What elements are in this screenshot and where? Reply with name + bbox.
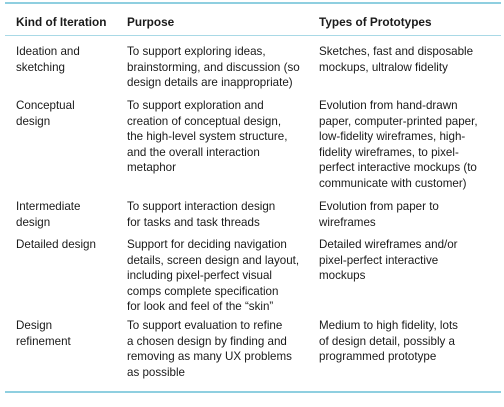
row-intermediate-purpose: To support interaction design for tasks and task threads [127,200,276,229]
row-conceptual-purpose: To support exploration and creation of conceptual design, the high-level system structure, and the overall interaction metaphor [127,99,288,174]
row-intermediate-kind: Intermediate design [16,200,81,229]
row-refinement-purpose: To support evaluation to refine a chosen design by finding and removing as many UX problems as possible [127,319,292,379]
row-conceptual-types: Evolution from hand-drawn paper, computer-printed paper, low-fidelity wireframes, high- fidelity wireframes, to pixel- perfect interactive mockups (to communicate with customer) [319,99,478,190]
table-bottom-rule [5,391,501,393]
table-top-rule [5,2,501,4]
row-ideation-types: Sketches, fast and disposable mockups, ultralow fidelity [319,45,474,74]
row-detailed-kind: Detailed design [16,238,96,251]
row-detailed-purpose: Support for deciding navigation details, screen design and layout, including pixel-perfect visual comps complete specification for look and feel of the “skin” [127,238,300,313]
row-ideation-purpose: To support exploring ideas, brainstorming, and discussion (so design details are inappropriate) [127,45,300,89]
row-refinement-kind: Design refinement [16,319,71,348]
header-kind-of-iteration: Kind of Iteration [16,15,107,29]
row-refinement-types: Medium to high fidelity, lots of design detail, possibly a programmed prototype [319,319,458,363]
row-detailed-types: Detailed wireframes and/or pixel-perfect interactive mockups [319,238,458,282]
header-rule [5,35,501,36]
header-types-of-prototypes: Types of Prototypes [319,15,432,29]
header-purpose: Purpose [127,15,175,29]
row-ideation-kind: Ideation and sketching [16,45,80,74]
row-conceptual-kind: Conceptual design [16,99,75,128]
row-intermediate-types: Evolution from paper to wireframes [319,200,439,229]
